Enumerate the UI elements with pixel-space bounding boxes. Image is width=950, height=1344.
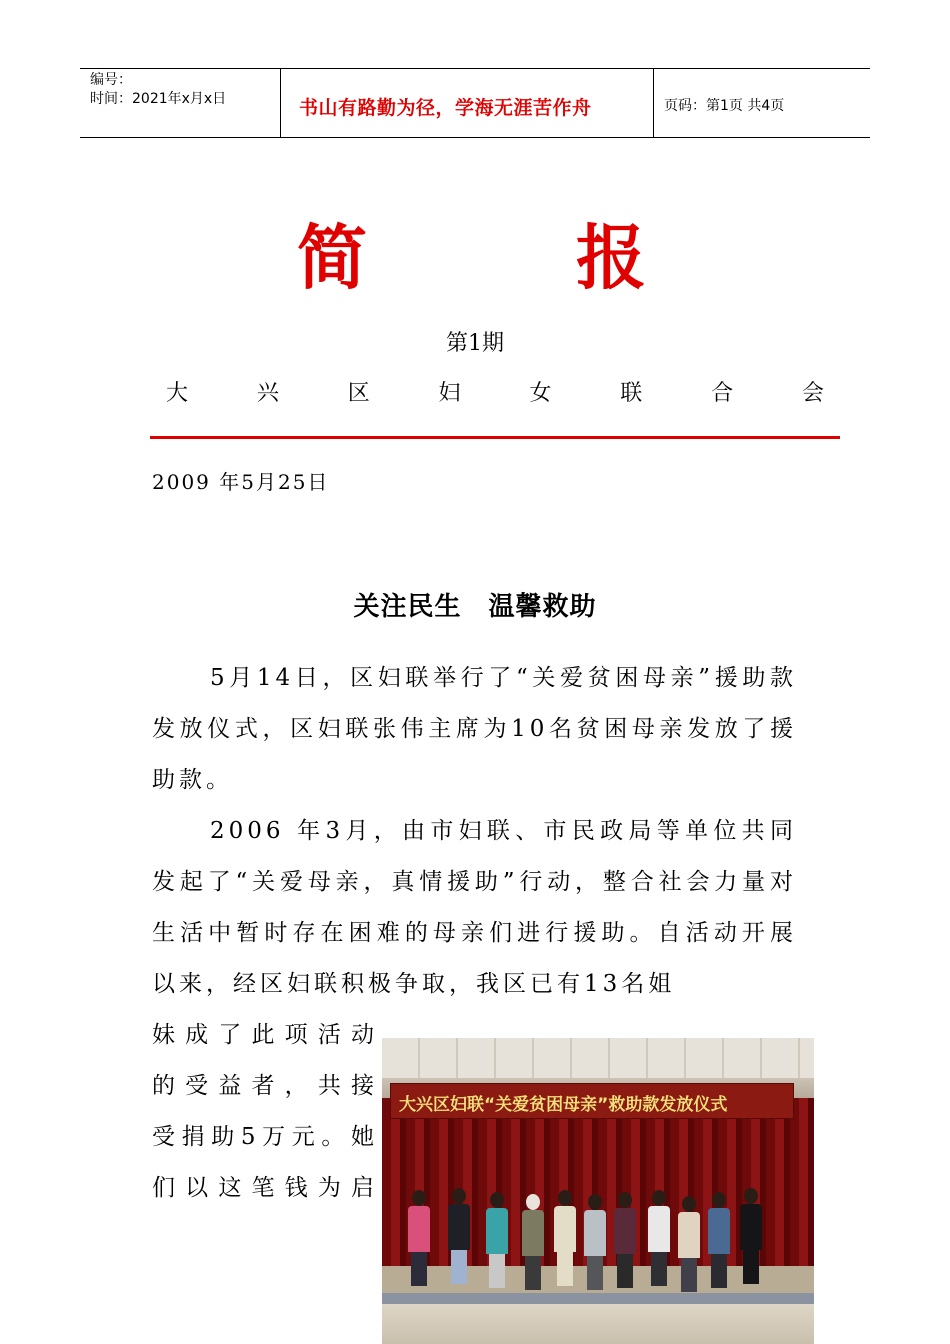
title-char-1: 简 bbox=[297, 216, 367, 299]
org-char: 联 bbox=[620, 381, 643, 406]
photo-person bbox=[614, 1192, 636, 1288]
wrapped-text-column bbox=[152, 1010, 380, 1214]
motto-text: 书山有路勤为径，学海无涯苦作舟 bbox=[299, 97, 592, 119]
photo-person bbox=[740, 1188, 762, 1284]
article-headline: 关注民生 温馨救助 bbox=[353, 592, 597, 622]
organization-name bbox=[150, 376, 840, 407]
photo-person bbox=[486, 1192, 508, 1288]
wrapped-line: 的受益者，共接 bbox=[152, 1073, 380, 1099]
page-count: 页码：第1页 共4页 bbox=[664, 98, 785, 114]
wrapped-line: 们以这笔钱为启 bbox=[152, 1175, 380, 1201]
org-char: 兴 bbox=[256, 381, 279, 406]
org-char: 女 bbox=[529, 381, 552, 406]
org-char: 妇 bbox=[438, 381, 461, 406]
photo-person bbox=[584, 1194, 606, 1290]
issue-date: 2009 年5月25日 bbox=[152, 470, 330, 494]
ceremony-photo bbox=[382, 1038, 814, 1344]
photo-ceiling bbox=[382, 1038, 814, 1078]
document-header bbox=[80, 68, 870, 138]
header-meta-cell bbox=[80, 69, 281, 137]
red-divider bbox=[150, 436, 840, 439]
photo-person bbox=[448, 1188, 470, 1284]
header-motto-cell bbox=[281, 69, 654, 137]
title-char-2: 报 bbox=[576, 216, 646, 299]
org-char: 大 bbox=[166, 381, 189, 406]
photo-person bbox=[678, 1196, 700, 1292]
org-char: 合 bbox=[711, 381, 734, 406]
photo-person bbox=[708, 1192, 730, 1288]
time-label: 时间：2021年x月x日 bbox=[90, 91, 227, 107]
photo-desk bbox=[382, 1304, 814, 1344]
issue-number: 第1期 bbox=[446, 331, 504, 356]
header-page-cell bbox=[654, 69, 870, 137]
number-label: 编号： bbox=[90, 72, 132, 88]
photo-banner bbox=[390, 1083, 794, 1119]
wrapped-line: 受捐助5万元。她 bbox=[152, 1124, 380, 1150]
org-char: 区 bbox=[347, 381, 370, 406]
org-char: 会 bbox=[801, 381, 824, 406]
article-paragraph-2: 2006 年3月，由市妇联、市民政局等单位共同发起了“关爱母亲，真情援助”行动，整合社会力量对生活中暂时存在困难的母亲们进行援助。自活动开展以来，经区妇联积极争取，我区已有13名姐 bbox=[152, 818, 797, 997]
photo-person bbox=[522, 1194, 544, 1290]
photo-person bbox=[648, 1190, 670, 1286]
wrapped-line: 妹成了此项活动 bbox=[152, 1022, 380, 1048]
photo-banner-text: 大兴区妇联“关爱贫困母亲”救助款发放仪式 bbox=[399, 1095, 728, 1115]
article-paragraph-1: 5月14日，区妇联举行了“关爱贫困母亲”援助款发放仪式，区妇联张伟主席为10名贫困母亲发放了援助款。 bbox=[152, 665, 797, 793]
photo-person bbox=[408, 1190, 430, 1286]
photo-person bbox=[554, 1190, 576, 1286]
